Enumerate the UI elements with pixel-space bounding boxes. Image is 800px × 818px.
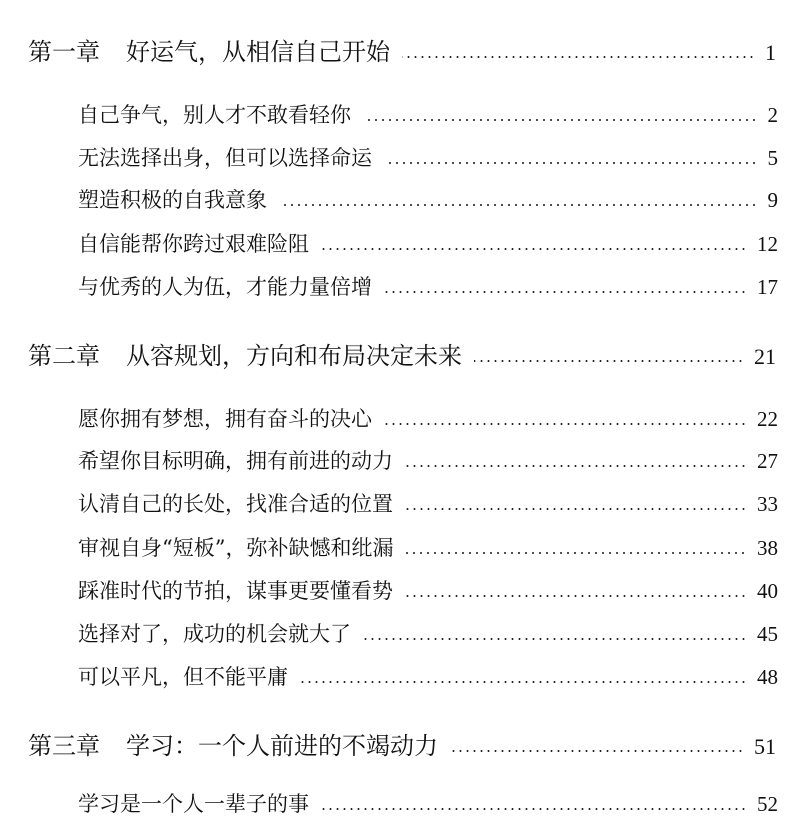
dot-leader bbox=[384, 423, 747, 425]
dot-leader bbox=[321, 248, 747, 250]
page-number: 1 bbox=[765, 40, 776, 65]
chapter-title: 好运气，从相信自己开始 bbox=[126, 38, 390, 66]
section-entry bbox=[78, 445, 778, 475]
page-number: 22 bbox=[757, 407, 778, 431]
chapter-number: 第三章 bbox=[28, 732, 100, 760]
section-title: 踩准时代的节拍，谋事更要懂看势 bbox=[78, 579, 393, 603]
page-number: 40 bbox=[757, 579, 778, 603]
page-number: 12 bbox=[757, 232, 778, 256]
section-title: 塑造积极的自我意象 bbox=[78, 188, 267, 212]
page-number: 2 bbox=[767, 103, 778, 127]
page-number: 38 bbox=[757, 536, 778, 560]
dot-leader bbox=[402, 56, 755, 58]
dot-leader bbox=[363, 638, 747, 640]
section-title: 自己争气，别人才不敢看轻你 bbox=[78, 103, 351, 127]
section-entry bbox=[78, 488, 778, 518]
dot-leader bbox=[363, 119, 758, 121]
section-entry bbox=[78, 661, 778, 691]
section-title: 学习是一个人一辈子的事 bbox=[78, 792, 309, 816]
page-number: 9 bbox=[767, 188, 778, 212]
dot-leader bbox=[321, 808, 747, 810]
section-title: 与优秀的人为伍，才能力量倍增 bbox=[78, 275, 372, 299]
dot-leader bbox=[279, 204, 758, 206]
section-entry bbox=[78, 228, 778, 258]
section-entry bbox=[78, 184, 778, 214]
page-number: 27 bbox=[757, 449, 778, 473]
dot-leader bbox=[384, 162, 758, 164]
section-title: 审视自身“短板”，弥补缺憾和纰漏 bbox=[78, 536, 394, 560]
dot-leader bbox=[384, 291, 747, 293]
page-number: 52 bbox=[757, 792, 778, 816]
chapter-number: 第二章 bbox=[28, 342, 100, 370]
dot-leader bbox=[405, 595, 747, 597]
section-entry bbox=[78, 99, 778, 129]
section-entry bbox=[78, 532, 778, 562]
page-number: 21 bbox=[754, 344, 776, 369]
page-number: 5 bbox=[767, 146, 778, 170]
dot-leader bbox=[405, 552, 747, 554]
section-title: 自信能帮你跨过艰难险阻 bbox=[78, 232, 309, 256]
section-entry bbox=[78, 788, 778, 818]
dot-leader bbox=[300, 681, 747, 683]
dot-leader bbox=[474, 360, 744, 362]
chapter-entry bbox=[28, 32, 776, 67]
section-title: 认清自己的长处，找准合适的位置 bbox=[78, 492, 393, 516]
section-entry bbox=[78, 575, 778, 605]
section-entry bbox=[78, 271, 778, 301]
chapter-title: 从容规划，方向和布局决定未来 bbox=[126, 342, 462, 370]
chapter-title: 学习：一个人前进的不竭动力 bbox=[126, 732, 438, 760]
dot-leader bbox=[405, 465, 747, 467]
section-entry bbox=[78, 403, 778, 433]
page-number: 48 bbox=[757, 665, 778, 689]
page-number: 33 bbox=[757, 492, 778, 516]
page-number: 45 bbox=[757, 622, 778, 646]
section-entry bbox=[78, 618, 778, 648]
page-number: 17 bbox=[757, 275, 778, 299]
chapter-number: 第一章 bbox=[28, 38, 100, 66]
section-title: 选择对了，成功的机会就大了 bbox=[78, 622, 351, 646]
dot-leader bbox=[450, 750, 744, 752]
section-title: 可以平凡，但不能平庸 bbox=[78, 665, 288, 689]
section-title: 希望你目标明确，拥有前进的动力 bbox=[78, 449, 393, 473]
section-entry bbox=[78, 142, 778, 172]
section-title: 无法选择出身，但可以选择命运 bbox=[78, 146, 372, 170]
chapter-entry bbox=[28, 726, 776, 761]
dot-leader bbox=[405, 508, 747, 510]
chapter-entry bbox=[28, 336, 776, 371]
section-title: 愿你拥有梦想，拥有奋斗的决心 bbox=[78, 407, 372, 431]
page-number: 51 bbox=[754, 734, 776, 759]
